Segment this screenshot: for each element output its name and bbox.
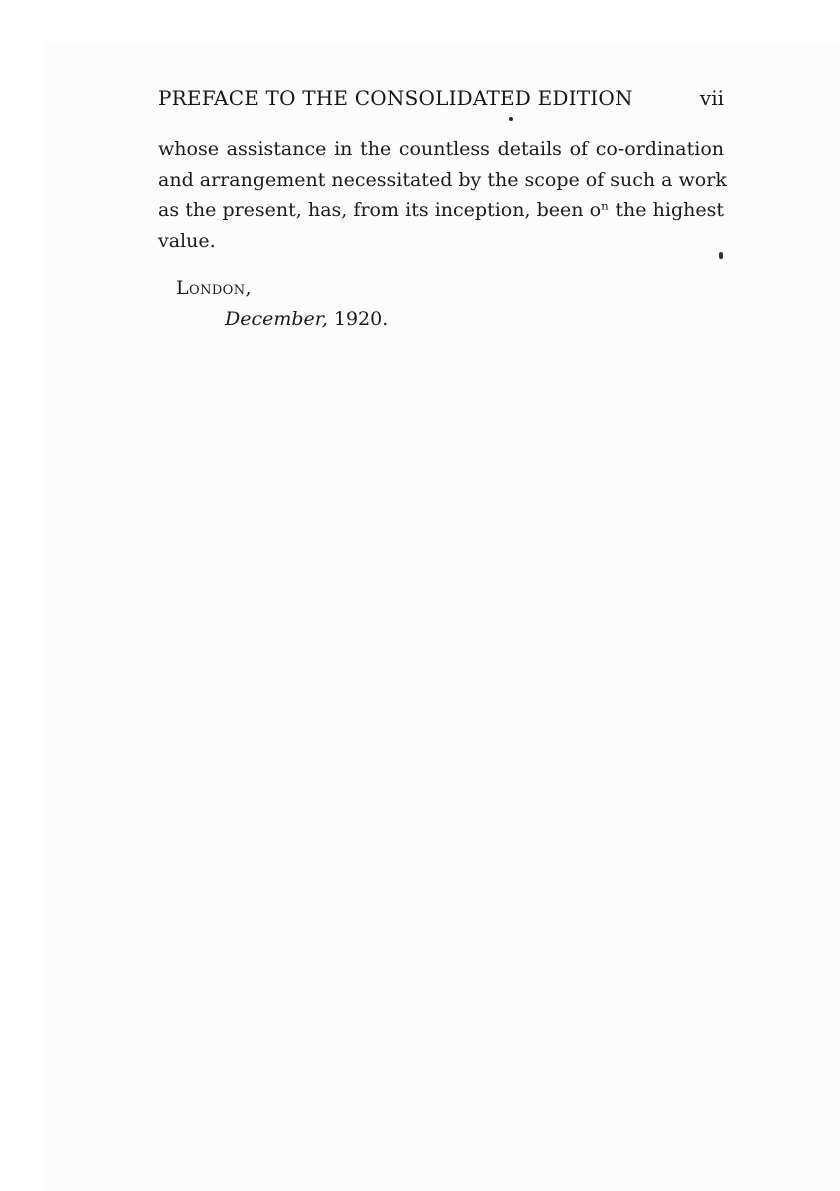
signoff-month: December, [225, 308, 328, 330]
ink-speck-mark [509, 117, 513, 121]
running-header [158, 86, 724, 116]
body-line: value. [158, 229, 216, 252]
signoff-place: London, [176, 277, 252, 299]
body-line: and arrangement necessitated by the scope of such a work [158, 168, 727, 191]
running-title: PREFACE TO THE CONSOLIDATED EDITION [158, 86, 633, 110]
ink-speck-mark [719, 252, 723, 259]
body-line: as the present, has, from its inception, been oⁿ the highest [158, 199, 724, 221]
body-line: whose assistance in the countless details of co-ordination [158, 138, 724, 160]
signoff-date [225, 308, 388, 330]
body-paragraph [158, 134, 727, 256]
signoff-year: 1920. [333, 308, 389, 330]
page-number: vii [699, 86, 724, 110]
